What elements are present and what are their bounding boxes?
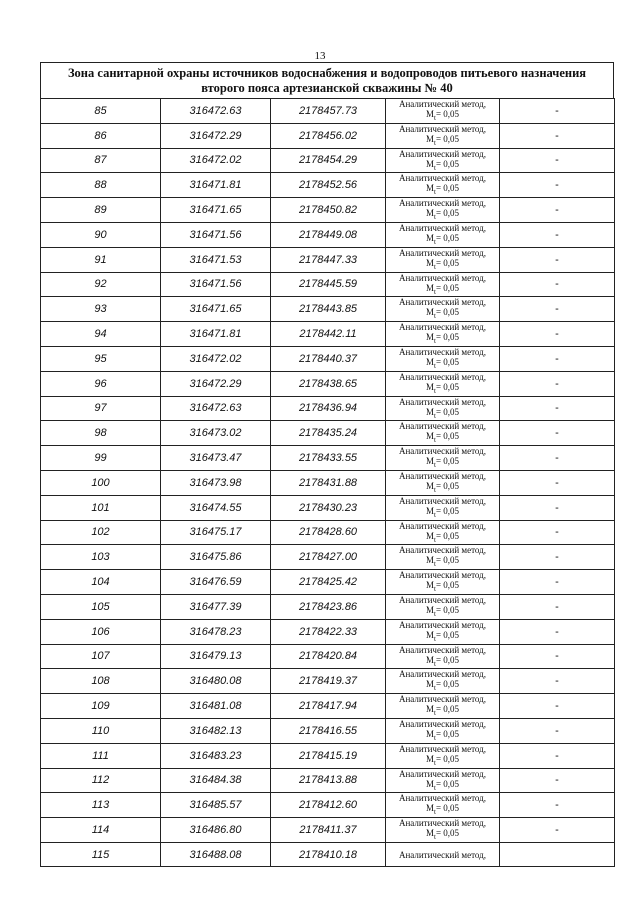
note-cell: -: [500, 446, 615, 471]
point-number-cell: 88: [41, 173, 161, 198]
y-coordinate-cell: 2178417.94: [271, 694, 386, 719]
x-coordinate-cell: 316471.56: [161, 272, 271, 297]
point-number-cell: 111: [41, 743, 161, 768]
point-number-cell: 85: [41, 99, 161, 124]
method-cell: [386, 123, 500, 148]
accuracy-label: $M_t= 0,05$: [425, 654, 460, 668]
accuracy-label: $M_t= 0,05$: [425, 133, 460, 147]
point-number-cell: 112: [41, 768, 161, 793]
method-label: Аналитический метод,: [398, 520, 487, 531]
x-coordinate-cell: 316472.02: [161, 346, 271, 371]
method-label: Аналитический метод,: [398, 99, 487, 109]
note-cell: -: [500, 818, 615, 843]
method-cell: [386, 743, 500, 768]
note-cell: -: [500, 718, 615, 743]
note-cell: -: [500, 594, 615, 619]
accuracy-label: $M_t= 0,05$: [425, 629, 460, 643]
x-coordinate-cell: 316475.86: [161, 545, 271, 570]
table-row: [41, 272, 615, 297]
y-coordinate-cell: 2178452.56: [271, 173, 386, 198]
method-cell: [386, 446, 500, 471]
y-coordinate-cell: 2178412.60: [271, 793, 386, 818]
point-number-cell: 101: [41, 495, 161, 520]
table-row: [41, 123, 615, 148]
accuracy-label: $M_t= 0,05$: [425, 828, 460, 841]
note-cell: -: [500, 346, 615, 371]
x-coordinate-cell: 316477.39: [161, 594, 271, 619]
note-cell: -: [500, 396, 615, 421]
accuracy-label: $M_t= 0,05$: [425, 381, 460, 395]
accuracy-label: $M_t= 0,05$: [425, 530, 460, 544]
table-row: [41, 495, 615, 520]
x-coordinate-cell: 316473.47: [161, 446, 271, 471]
table-row: [41, 520, 615, 545]
method-label: Аналитический метод,: [398, 198, 487, 209]
table-row: [41, 346, 615, 371]
point-number-cell: 99: [41, 446, 161, 471]
x-coordinate-cell: 316479.13: [161, 644, 271, 669]
method-label: Аналитический метод,: [398, 644, 487, 655]
table-row: [41, 694, 615, 719]
note-cell: -: [500, 222, 615, 247]
y-coordinate-cell: 2178438.65: [271, 371, 386, 396]
x-coordinate-cell: 316480.08: [161, 669, 271, 694]
note-cell: -: [500, 768, 615, 793]
note-cell: -: [500, 322, 615, 347]
method-label: Аналитический метод,: [398, 495, 487, 506]
x-coordinate-cell: 316474.55: [161, 495, 271, 520]
y-coordinate-cell: 2178445.59: [271, 272, 386, 297]
y-coordinate-cell: 2178423.86: [271, 594, 386, 619]
accuracy-label: $M_t= 0,05$: [425, 307, 460, 321]
method-cell: [386, 644, 500, 669]
x-coordinate-cell: 316471.56: [161, 222, 271, 247]
method-cell: [386, 322, 500, 347]
y-coordinate-cell: 2178428.60: [271, 520, 386, 545]
point-number-cell: 105: [41, 594, 161, 619]
y-coordinate-cell: 2178410.18: [271, 842, 386, 866]
accuracy-label: $M_t= 0,05$: [425, 704, 460, 717]
point-number-cell: 94: [41, 322, 161, 347]
accuracy-label: $M_t= 0,05$: [425, 580, 460, 593]
note-cell: [500, 842, 615, 866]
table-row: [41, 842, 615, 866]
accuracy-label: $M_t= 0,05$: [425, 257, 460, 271]
coordinates-table: [40, 98, 615, 867]
table-body: [41, 99, 615, 867]
y-coordinate-cell: 2178422.33: [271, 619, 386, 644]
y-coordinate-cell: 2178427.00: [271, 545, 386, 570]
y-coordinate-cell: 2178449.08: [271, 222, 386, 247]
point-number-cell: 86: [41, 123, 161, 148]
accuracy-label: $M_t= 0,05$: [425, 431, 460, 445]
table-row: [41, 470, 615, 495]
note-cell: -: [500, 545, 615, 570]
y-coordinate-cell: 2178435.24: [271, 421, 386, 446]
note-cell: -: [500, 495, 615, 520]
y-coordinate-cell: 2178456.02: [271, 123, 386, 148]
point-number-cell: 93: [41, 297, 161, 322]
table-row: [41, 222, 615, 247]
table-row: [41, 322, 615, 347]
method-label: Аналитический метод,: [398, 818, 487, 829]
accuracy-label: $M_t= 0,05$: [425, 679, 460, 693]
table-row: [41, 594, 615, 619]
point-number-cell: 91: [41, 247, 161, 272]
x-coordinate-cell: 316481.08: [161, 694, 271, 719]
accuracy-label: $M_t= 0,05$: [425, 208, 460, 221]
x-coordinate-cell: 316471.81: [161, 322, 271, 347]
y-coordinate-cell: 2178425.42: [271, 570, 386, 595]
method-label: Аналитический метод,: [398, 222, 487, 233]
point-number-cell: 110: [41, 718, 161, 743]
accuracy-label: $M_t= 0,05$: [425, 232, 460, 246]
note-cell: -: [500, 99, 615, 124]
table-row: [41, 718, 615, 743]
y-coordinate-cell: 2178440.37: [271, 346, 386, 371]
note-cell: -: [500, 123, 615, 148]
y-coordinate-cell: 2178433.55: [271, 446, 386, 471]
method-cell: [386, 99, 500, 124]
x-coordinate-cell: 316473.02: [161, 421, 271, 446]
x-coordinate-cell: 316472.29: [161, 371, 271, 396]
method-label: Аналитический метод,: [398, 371, 487, 382]
note-cell: -: [500, 198, 615, 223]
method-cell: [386, 470, 500, 495]
y-coordinate-cell: 2178419.37: [271, 669, 386, 694]
point-number-cell: 106: [41, 619, 161, 644]
accuracy-label: $M_t= 0,05$: [425, 753, 460, 767]
x-coordinate-cell: 316488.08: [161, 842, 271, 866]
table-row: [41, 644, 615, 669]
point-number-cell: 100: [41, 470, 161, 495]
method-cell: [386, 421, 500, 446]
method-label: Аналитический метод,: [398, 446, 487, 457]
y-coordinate-cell: 2178442.11: [271, 322, 386, 347]
method-cell: [386, 768, 500, 793]
method-label: Аналитический метод,: [398, 272, 487, 283]
method-cell: [386, 793, 500, 818]
method-cell: [386, 148, 500, 173]
method-cell: [386, 297, 500, 322]
note-cell: -: [500, 272, 615, 297]
table-row: [41, 99, 615, 124]
note-cell: -: [500, 371, 615, 396]
method-cell: [386, 718, 500, 743]
table-row: [41, 743, 615, 768]
point-number-cell: 89: [41, 198, 161, 223]
method-label: Аналитический метод,: [398, 793, 487, 804]
method-label: Аналитический метод,: [398, 346, 487, 357]
accuracy-label: $M_t= 0,05$: [425, 282, 460, 296]
method-cell: [386, 247, 500, 272]
method-label: Аналитический метод,: [398, 396, 487, 407]
method-cell: [386, 818, 500, 843]
method-label: Аналитический метод,: [398, 545, 487, 556]
method-label: Аналитический метод,: [398, 247, 487, 258]
table-row: [41, 545, 615, 570]
note-cell: -: [500, 421, 615, 446]
method-label: Аналитический метод,: [398, 421, 487, 432]
method-label: Аналитический метод,: [398, 743, 487, 754]
method-cell: [386, 842, 500, 866]
note-cell: -: [500, 247, 615, 272]
accuracy-label: $M_t= 0,05$: [425, 456, 460, 469]
note-cell: -: [500, 743, 615, 768]
method-cell: [386, 173, 500, 198]
point-number-cell: 104: [41, 570, 161, 595]
note-cell: -: [500, 173, 615, 198]
point-number-cell: 114: [41, 818, 161, 843]
method-label: Аналитический метод,: [398, 594, 487, 605]
note-cell: -: [500, 520, 615, 545]
method-cell: [386, 694, 500, 719]
x-coordinate-cell: 316483.23: [161, 743, 271, 768]
method-label: Аналитический метод,: [398, 123, 487, 134]
y-coordinate-cell: 2178443.85: [271, 297, 386, 322]
table-row: [41, 446, 615, 471]
y-coordinate-cell: 2178457.73: [271, 99, 386, 124]
y-coordinate-cell: 2178420.84: [271, 644, 386, 669]
point-number-cell: 115: [41, 842, 161, 866]
table-row: [41, 669, 615, 694]
method-cell: [386, 669, 500, 694]
method-label: Аналитический метод,: [398, 768, 487, 779]
x-coordinate-cell: 316473.98: [161, 470, 271, 495]
y-coordinate-cell: 2178411.37: [271, 818, 386, 843]
accuracy-label: $M_t= 0,05$: [425, 555, 460, 569]
point-number-cell: 113: [41, 793, 161, 818]
x-coordinate-cell: 316472.02: [161, 148, 271, 173]
x-coordinate-cell: 316484.38: [161, 768, 271, 793]
point-number-cell: 108: [41, 669, 161, 694]
accuracy-label: $M_t= 0,05$: [425, 109, 460, 122]
accuracy-label: $M_t= 0,05$: [425, 778, 460, 792]
table-row: [41, 297, 615, 322]
table-row: [41, 570, 615, 595]
page-number: 13: [314, 50, 326, 62]
x-coordinate-cell: 316486.80: [161, 818, 271, 843]
note-cell: -: [500, 644, 615, 669]
method-label: Аналитический метод,: [398, 619, 487, 630]
point-number-cell: 103: [41, 545, 161, 570]
method-cell: [386, 272, 500, 297]
method-cell: [386, 594, 500, 619]
x-coordinate-cell: 316478.23: [161, 619, 271, 644]
point-number-cell: 107: [41, 644, 161, 669]
method-cell: [386, 371, 500, 396]
method-cell: [386, 545, 500, 570]
coordinates-sheet: [40, 62, 614, 867]
x-coordinate-cell: 316471.81: [161, 173, 271, 198]
x-coordinate-cell: 316476.59: [161, 570, 271, 595]
table-row: [41, 421, 615, 446]
x-coordinate-cell: 316482.13: [161, 718, 271, 743]
table-row: [41, 818, 615, 843]
accuracy-label: $M_t= 0,05$: [425, 183, 460, 197]
x-coordinate-cell: 316471.65: [161, 297, 271, 322]
note-cell: -: [500, 619, 615, 644]
accuracy-label: $M_t= 0,05$: [425, 480, 460, 494]
method-cell: [386, 198, 500, 223]
table-row: [41, 768, 615, 793]
note-cell: -: [500, 297, 615, 322]
method-label: Аналитический метод,: [398, 322, 487, 333]
y-coordinate-cell: 2178431.88: [271, 470, 386, 495]
method-label: Аналитический метод,: [398, 570, 487, 581]
y-coordinate-cell: 2178430.23: [271, 495, 386, 520]
y-coordinate-cell: 2178415.19: [271, 743, 386, 768]
note-cell: -: [500, 148, 615, 173]
y-coordinate-cell: 2178436.94: [271, 396, 386, 421]
method-cell: [386, 570, 500, 595]
table-row: [41, 198, 615, 223]
point-number-cell: 97: [41, 396, 161, 421]
y-coordinate-cell: 2178447.33: [271, 247, 386, 272]
method-cell: [386, 222, 500, 247]
y-coordinate-cell: 2178416.55: [271, 718, 386, 743]
y-coordinate-cell: 2178413.88: [271, 768, 386, 793]
x-coordinate-cell: 316471.53: [161, 247, 271, 272]
point-number-cell: 98: [41, 421, 161, 446]
accuracy-label: $M_t= 0,05$: [425, 406, 460, 420]
x-coordinate-cell: 316472.29: [161, 123, 271, 148]
method-label: Аналитический метод,: [398, 173, 487, 184]
point-number-cell: 90: [41, 222, 161, 247]
x-coordinate-cell: 316475.17: [161, 520, 271, 545]
x-coordinate-cell: 316485.57: [161, 793, 271, 818]
method-label: Аналитический метод,: [398, 297, 487, 308]
method-label: Аналитический метод,: [398, 148, 487, 159]
note-cell: -: [500, 694, 615, 719]
method-label: Аналитический метод,: [398, 849, 487, 860]
note-cell: -: [500, 793, 615, 818]
point-number-cell: 109: [41, 694, 161, 719]
point-number-cell: 92: [41, 272, 161, 297]
table-title: Зона санитарной охраны источников водоснабжения и водопроводов питьевого назначения второго пояса артезианской скважины № 40: [40, 62, 614, 98]
method-cell: [386, 346, 500, 371]
note-cell: -: [500, 669, 615, 694]
point-number-cell: 95: [41, 346, 161, 371]
table-row: [41, 396, 615, 421]
point-number-cell: 96: [41, 371, 161, 396]
method-cell: [386, 619, 500, 644]
accuracy-label: $M_t= 0,05$: [425, 604, 460, 618]
table-row: [41, 173, 615, 198]
method-label: Аналитический метод,: [398, 694, 487, 705]
accuracy-label: $M_t= 0,05$: [425, 803, 460, 817]
table-row: [41, 247, 615, 272]
y-coordinate-cell: 2178450.82: [271, 198, 386, 223]
accuracy-label: $M_t= 0,05$: [425, 332, 460, 345]
point-number-cell: 102: [41, 520, 161, 545]
table-row: [41, 619, 615, 644]
note-cell: -: [500, 470, 615, 495]
method-label: Аналитический метод,: [398, 669, 487, 680]
x-coordinate-cell: 316472.63: [161, 99, 271, 124]
accuracy-label: $M_t= 0,05$: [425, 356, 460, 370]
method-cell: [386, 520, 500, 545]
method-cell: [386, 495, 500, 520]
method-cell: [386, 396, 500, 421]
table-row: [41, 371, 615, 396]
accuracy-label: $M_t= 0,05$: [425, 728, 460, 742]
point-number-cell: 87: [41, 148, 161, 173]
method-label: Аналитический метод,: [398, 718, 487, 729]
method-label: Аналитический метод,: [398, 470, 487, 481]
note-cell: -: [500, 570, 615, 595]
table-row: [41, 148, 615, 173]
accuracy-label: $M_t= 0,05$: [425, 158, 460, 172]
accuracy-label: $M_t= 0,05$: [425, 505, 460, 519]
x-coordinate-cell: 316472.63: [161, 396, 271, 421]
x-coordinate-cell: 316471.65: [161, 198, 271, 223]
y-coordinate-cell: 2178454.29: [271, 148, 386, 173]
table-row: [41, 793, 615, 818]
